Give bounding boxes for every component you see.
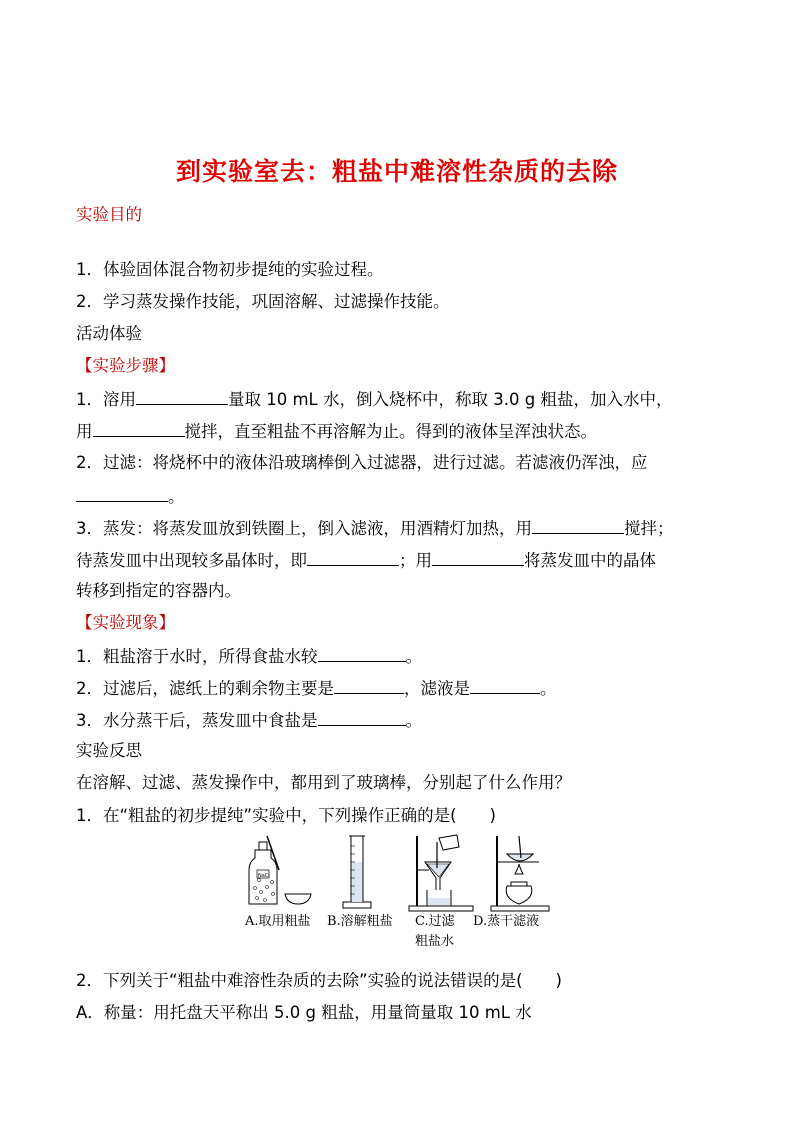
- purpose-item-2: 2．学习蒸发操作技能，巩固溶解、过滤操作技能。: [76, 292, 450, 311]
- steps-heading: 【实验步骤】: [76, 356, 175, 375]
- step-2-line-2: [76, 483, 185, 509]
- step-3-text-e: 将蒸发皿中的晶体: [524, 551, 656, 570]
- apparatus-figures: [245, 832, 555, 952]
- phen-2-text-b: ，滤液是: [404, 679, 470, 698]
- answer-blank[interactable]: [334, 675, 404, 694]
- question-2-option-a: A．称量：用托盘天平称出 5.0 g 粗盐，用量筒量取 10 mL 水: [76, 1003, 532, 1022]
- answer-blank[interactable]: [307, 547, 399, 566]
- phenomena-item-3: [76, 707, 422, 733]
- jar-label: NaCl: [258, 873, 270, 879]
- answer-blank[interactable]: [470, 675, 540, 694]
- activity-heading: 活动体验: [76, 324, 142, 343]
- answer-blank[interactable]: [76, 483, 168, 502]
- phenomena-heading: 【实验现象】: [76, 613, 175, 632]
- figure-caption-c-line-1: C.过滤: [415, 914, 455, 929]
- phen-2-text-a: 2．过滤后，滤纸上的剩余物主要是: [76, 679, 334, 698]
- step-3-line-3: 转移到指定的容器内。: [76, 581, 241, 600]
- step-1-line-1: [76, 386, 672, 412]
- purpose-item-1: 1．体验固体混合物初步提纯的实验过程。: [76, 260, 384, 279]
- reflection-heading: 实验反思: [76, 741, 142, 760]
- question-2: 2．下列关于“粗盐中难溶性杂质的去除”实验的说法错误的是( ): [76, 971, 562, 990]
- figure-caption-b: B.溶解粗盐: [327, 914, 393, 929]
- purpose-heading: 实验目的: [76, 205, 142, 224]
- step-3-text-d: ；用: [399, 551, 432, 570]
- evaporation-apparatus-icon: [489, 832, 551, 914]
- phen-1-text-b: 。: [405, 647, 422, 666]
- graduated-cylinder-icon: [337, 832, 377, 914]
- step-1-text-b: 量取 10 mL 水，倒入烧杯中，称取 3.0 g 粗盐，加入水中，: [228, 390, 673, 409]
- jar-spoon-icon: [245, 832, 317, 914]
- filtration-apparatus-icon: [407, 832, 477, 914]
- phenomena-item-1: [76, 643, 422, 669]
- figure-caption-c-line-2: 粗盐水: [415, 934, 455, 949]
- phen-3-text-a: 3．水分蒸干后，蒸发皿中食盐是: [76, 711, 318, 730]
- answer-blank[interactable]: [136, 386, 228, 405]
- step-1-text-d: 搅拌，直至粗盐不再溶解为止。得到的液体呈浑浊状态。: [184, 422, 597, 441]
- figure-caption-d: D.蒸干滤液: [473, 914, 540, 929]
- step-1-text-a: 1．溶用: [76, 390, 136, 409]
- step-2-line-1: 2．过滤：将烧杯中的液体沿玻璃棒倒入过滤器，进行过滤。若滤液仍浑浊，应: [76, 453, 648, 472]
- step-3-text-c: 待蒸发皿中出现较多晶体时，即: [76, 551, 307, 570]
- phenomena-item-2: [76, 675, 557, 701]
- page-title: 到实验室去：粗盐中难溶性杂质的去除: [175, 157, 618, 186]
- answer-blank[interactable]: [432, 547, 524, 566]
- step-3-line-1: [76, 515, 674, 541]
- step-1-line-2: [76, 418, 597, 444]
- phen-2-text-c: 。: [540, 679, 557, 698]
- answer-blank[interactable]: [532, 515, 624, 534]
- step-3-text-a: 3．蒸发：将蒸发皿放到铁圈上，倒入滤液，用酒精灯加热，用: [76, 519, 532, 538]
- step-3-text-b: 搅拌；: [624, 519, 674, 538]
- answer-blank[interactable]: [93, 418, 185, 437]
- question-1: 1．在“粗盐的初步提纯”实验中，下列操作正确的是( ): [76, 806, 496, 825]
- step-3-line-2: [76, 547, 656, 573]
- phen-3-text-b: 。: [405, 711, 422, 730]
- phen-1-text-a: 1．粗盐溶于水时，所得食盐水较: [76, 647, 318, 666]
- step-2-text-b: 。: [168, 487, 185, 506]
- step-1-text-c: 用: [76, 422, 93, 441]
- reflection-question: 在溶解、过滤、蒸发操作中，都用到了玻璃棒，分别起了什么作用？: [76, 773, 571, 792]
- answer-blank[interactable]: [318, 643, 406, 662]
- figure-caption-a: A.取用粗盐: [245, 914, 311, 929]
- answer-blank[interactable]: [318, 707, 406, 726]
